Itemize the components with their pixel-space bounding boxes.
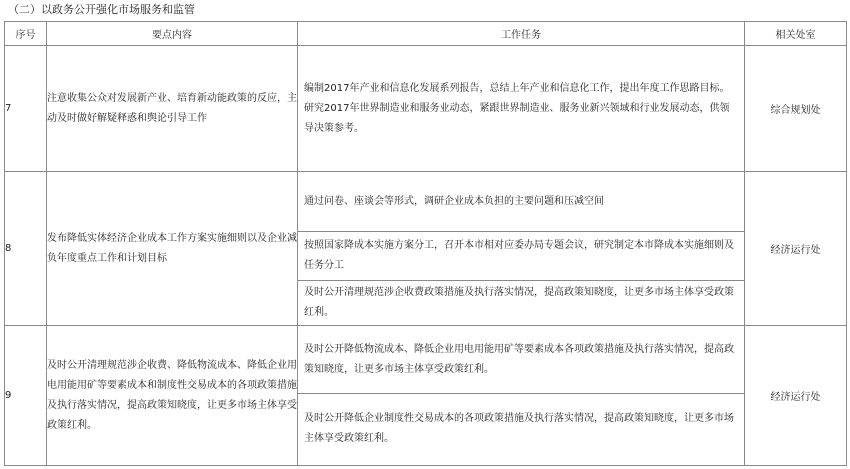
header-num: 序号 (5, 22, 47, 46)
row-num: 9 (5, 326, 47, 466)
task-item: 及时公开清理规范涉企收费政策措施及执行落实情况，提高政策知晓度，让更多市场主体享受政策红利。 (298, 280, 744, 325)
row-tasks (298, 46, 745, 172)
row-tasks (298, 326, 745, 466)
row-dept: 经济运行处 (745, 172, 847, 326)
header-dept: 相关处室 (745, 22, 847, 46)
row-dept: 综合规划处 (745, 46, 847, 172)
table-row (5, 46, 847, 172)
row-point: 发布降低实体经济企业成本工作方案实施细则以及企业减负年度重点工作和计划目标 (47, 172, 298, 326)
row-num: 7 (5, 46, 47, 172)
task-item: 及时公开降低物流成本、降低企业用电用能用矿等要素成本各项政策措施及执行落实情况，提高政策知晓度，让更多市场主体享受政策红利。 (304, 343, 734, 375)
row-dept: 经济运行处 (745, 326, 847, 466)
task-item: 及时公开降低企业制度性交易成本的各项政策措施及执行落实情况，提高政策知晓度，让更多市场主体享受政策红利。 (298, 393, 744, 465)
task-item: 按照国家降成本实施方案分工，召开本市相对应委办局专题会议，研究制定本市降成本实施细则及任务分工 (298, 231, 744, 280)
row-point: 注意收集公众对发展新产业、培育新动能政策的反应，主动及时做好解疑释惑和舆论引导工作 (47, 46, 298, 172)
table-row (5, 172, 847, 326)
row-tasks (298, 172, 745, 326)
task-item: 通过问卷、座谈会等形式，调研企业成本负担的主要问题和压减空间 (304, 195, 604, 207)
header-tasks: 工作任务 (298, 22, 745, 46)
row-num: 8 (5, 172, 47, 326)
task-table (4, 21, 847, 466)
section-title: （二）以政务公开强化市场服务和监管 (8, 3, 195, 16)
table-row (5, 326, 847, 466)
table-header-row (5, 22, 847, 46)
row-point: 及时公开清理规范涉企收费、降低物流成本、降低企业用电用能用矿等要素成本和制度性交易成本的各项政策措施及执行落实情况，提高政策知晓度，让更多市场主体享受政策红利。 (47, 326, 298, 466)
task-item: 编制2017年产业和信息化发展系列报告，总结上年产业和信息化工作，提出年度工作思路目标。研究2017年世界制造业和服务业动态，紧跟世界制造业、服务业新兴领域和行业发展动态，供领导决策参考。 (304, 82, 730, 134)
header-point: 要点内容 (47, 22, 298, 46)
